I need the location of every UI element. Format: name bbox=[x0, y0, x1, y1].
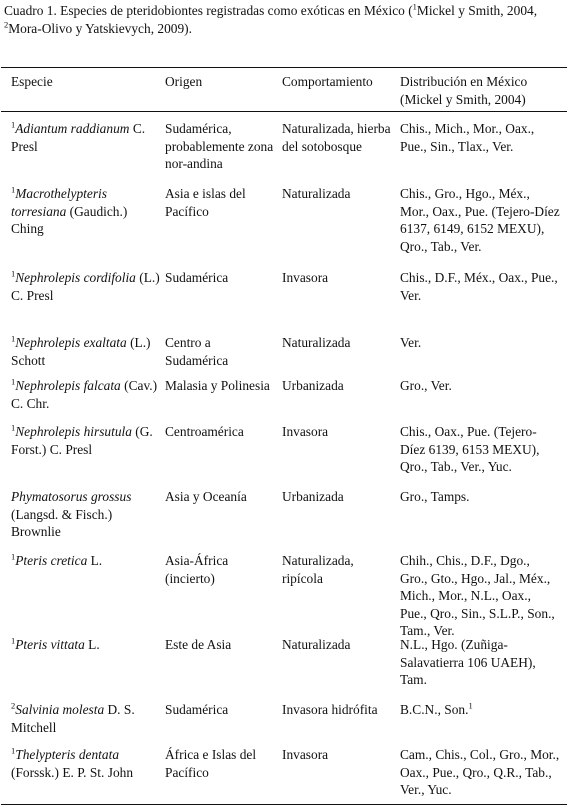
species-name: Nephrolepis falcata bbox=[15, 378, 121, 393]
distribution-cell bbox=[400, 701, 560, 719]
behavior-cell: Naturalizada, hierba del sotobosque bbox=[282, 121, 391, 154]
species-cell bbox=[11, 269, 161, 304]
species-cell bbox=[11, 636, 161, 654]
species-authority: (G. Forst.) C. Presl bbox=[11, 424, 153, 457]
species-ref-superscript: 1 bbox=[11, 635, 16, 646]
distribution-text: Chis., Oax., Pue. (Tejero-Díez 6139, 6153 MEXU), Qro., Tab., Ver., Yuc. bbox=[400, 424, 540, 475]
species-cell bbox=[11, 488, 161, 541]
origin-cell: Centroamérica bbox=[165, 424, 244, 439]
species-cell bbox=[11, 701, 161, 736]
species-name: Adiantum raddianum bbox=[15, 121, 130, 136]
distribution-cell bbox=[400, 334, 560, 352]
behavior-cell: Urbanizada bbox=[282, 378, 344, 393]
origin-cell: Asia y Oceanía bbox=[165, 489, 247, 504]
species-authority: C. Presl bbox=[11, 121, 146, 154]
distribution-text: Gro., Tamps. bbox=[400, 489, 470, 504]
behavior-cell: Naturalizada, ripícola bbox=[282, 553, 354, 586]
distribution-cell bbox=[400, 636, 560, 689]
table-bottom-rule bbox=[1, 804, 567, 805]
species-ref-superscript: 1 bbox=[11, 745, 16, 756]
caption-text-c: Mora-Olivo y Yatskievych, 2009). bbox=[8, 20, 192, 36]
species-name: Pteris vittata bbox=[15, 637, 85, 652]
distribution-text: B.C.N., Son. bbox=[400, 702, 469, 717]
species-ref-superscript: 2 bbox=[11, 700, 16, 711]
distribution-text: Chis., Mich., Mor., Oax., Pue., Sin., Tlax., Ver. bbox=[400, 121, 535, 154]
header-origen: Origen bbox=[165, 74, 203, 89]
species-cell bbox=[11, 185, 161, 238]
behavior-cell: Naturalizada bbox=[282, 186, 351, 201]
species-name: Macrothelypteris torresiana bbox=[11, 186, 107, 219]
species-authority: D. S. Mitchell bbox=[11, 702, 135, 735]
species-cell bbox=[11, 120, 161, 155]
species-ref-superscript: 1 bbox=[11, 333, 16, 344]
behavior-cell: Invasora hidrófita bbox=[282, 702, 378, 717]
caption-ref-2: 2 bbox=[4, 19, 9, 30]
species-authority: L. bbox=[88, 637, 100, 652]
caption-ref-1: 1 bbox=[412, 1, 417, 12]
species-authority: (Langsd. & Fisch.) Brownlie bbox=[11, 506, 113, 540]
distribution-text: Chih., Chis., D.F., Dgo., Gro., Gto., Hgo., Jal., Méx., Mich., Mor., N.L., Oax., Pue., Qro., Sin., S.L.P., Son., Tam., Ver. bbox=[400, 553, 555, 639]
distribution-text: Chis., D.F., Méx., Oax., Pue., Ver. bbox=[400, 270, 558, 303]
species-ref-superscript: 1 bbox=[11, 422, 16, 433]
table-header-rule bbox=[1, 111, 567, 112]
origin-cell: Malasia y Polinesia bbox=[165, 378, 270, 393]
origin-cell: Este de Asia bbox=[165, 637, 232, 652]
distribution-cell bbox=[400, 423, 560, 476]
distribution-text: Chis., Gro., Hgo., Méx., Mor., Oax., Pue. (Tejero-Díez 6137, 6149, 6152 MEXU), Qro., Tab., Ver. bbox=[400, 186, 560, 254]
distribution-cell bbox=[400, 120, 560, 155]
species-ref-superscript: 1 bbox=[11, 184, 16, 195]
species-authority: (Forssk.) E. P. St. John bbox=[11, 764, 134, 780]
behavior-cell: Invasora bbox=[282, 270, 329, 285]
origin-cell: Sudamérica, probablemente zona nor-andina bbox=[165, 121, 274, 172]
species-name: Pteris cretica bbox=[15, 553, 88, 568]
table-caption bbox=[4, 2, 564, 37]
species-authority: (Cav.) C. Chr. bbox=[11, 378, 158, 411]
distribution-ref-superscript: 1 bbox=[468, 700, 473, 711]
behavior-cell: Invasora bbox=[282, 424, 329, 439]
species-name: Nephrolepis hirsutula bbox=[15, 424, 132, 439]
origin-cell: Asia-África (incierto) bbox=[165, 553, 229, 586]
distribution-cell bbox=[400, 269, 560, 304]
behavior-cell: Urbanizada bbox=[282, 489, 344, 504]
species-cell bbox=[11, 746, 161, 781]
species-ref-superscript: 1 bbox=[11, 119, 16, 130]
distribution-cell bbox=[400, 552, 560, 640]
origin-cell: Sudamérica bbox=[165, 702, 229, 717]
header-especie: Especie bbox=[11, 74, 53, 89]
species-name: Salvinia molesta bbox=[15, 702, 105, 717]
species-authority: L. bbox=[90, 553, 103, 568]
species-authority: (L.) C. Presl bbox=[11, 270, 160, 303]
species-cell bbox=[11, 377, 161, 412]
distribution-cell bbox=[400, 746, 560, 799]
distribution-cell bbox=[400, 488, 560, 506]
behavior-cell: Naturalizada bbox=[282, 637, 351, 652]
species-name: Phymatosorus grossus bbox=[11, 489, 132, 504]
species-ref-superscript: 1 bbox=[11, 376, 16, 387]
species-cell bbox=[11, 552, 161, 570]
species-name: Nephrolepis cordifolia bbox=[15, 270, 136, 285]
origin-cell: Asia e islas del Pacífico bbox=[165, 186, 246, 219]
species-name: Thelypteris dentata bbox=[15, 747, 120, 762]
caption-text-a: Cuadro 1. Especies de pteridobiontes registradas como exóticas en México ( bbox=[4, 3, 413, 18]
origin-cell: Centro a Sudamérica bbox=[165, 335, 229, 368]
origin-cell: África e Islas del Pacífico bbox=[165, 747, 257, 780]
species-authority: (L.) Schott bbox=[11, 335, 151, 368]
distribution-text: Cam., Chis., Col., Gro., Mor., Oax., Pue., Qro., Q.R., Tab., Ver., Yuc. bbox=[400, 747, 560, 798]
species-ref-superscript: 1 bbox=[11, 268, 16, 279]
distribution-cell bbox=[400, 377, 560, 395]
header-comportamiento: Comportamiento bbox=[282, 74, 373, 89]
behavior-cell: Naturalizada bbox=[282, 335, 351, 350]
distribution-text: N.L., Hgo. (Zuñiga-Salavatierra 106 UAEH), Tam. bbox=[400, 637, 536, 688]
distribution-text: Gro., Ver. bbox=[400, 378, 452, 393]
distribution-cell bbox=[400, 185, 560, 255]
origin-cell: Sudamérica bbox=[165, 270, 229, 285]
table-top-rule bbox=[1, 67, 567, 68]
species-name: Nephrolepis exaltata bbox=[15, 335, 127, 350]
species-ref-superscript: 1 bbox=[11, 551, 16, 562]
species-authority: (Gaudich.) Ching bbox=[11, 203, 128, 237]
species-cell bbox=[11, 423, 161, 458]
distribution-text: Ver. bbox=[400, 335, 422, 350]
caption-text-b: Mickel y Smith, 2004, bbox=[416, 3, 538, 18]
species-cell bbox=[11, 334, 161, 369]
behavior-cell: Invasora bbox=[282, 747, 329, 762]
header-distribucion: Distribución en México (Mickel y Smith, 2004) bbox=[400, 74, 528, 107]
